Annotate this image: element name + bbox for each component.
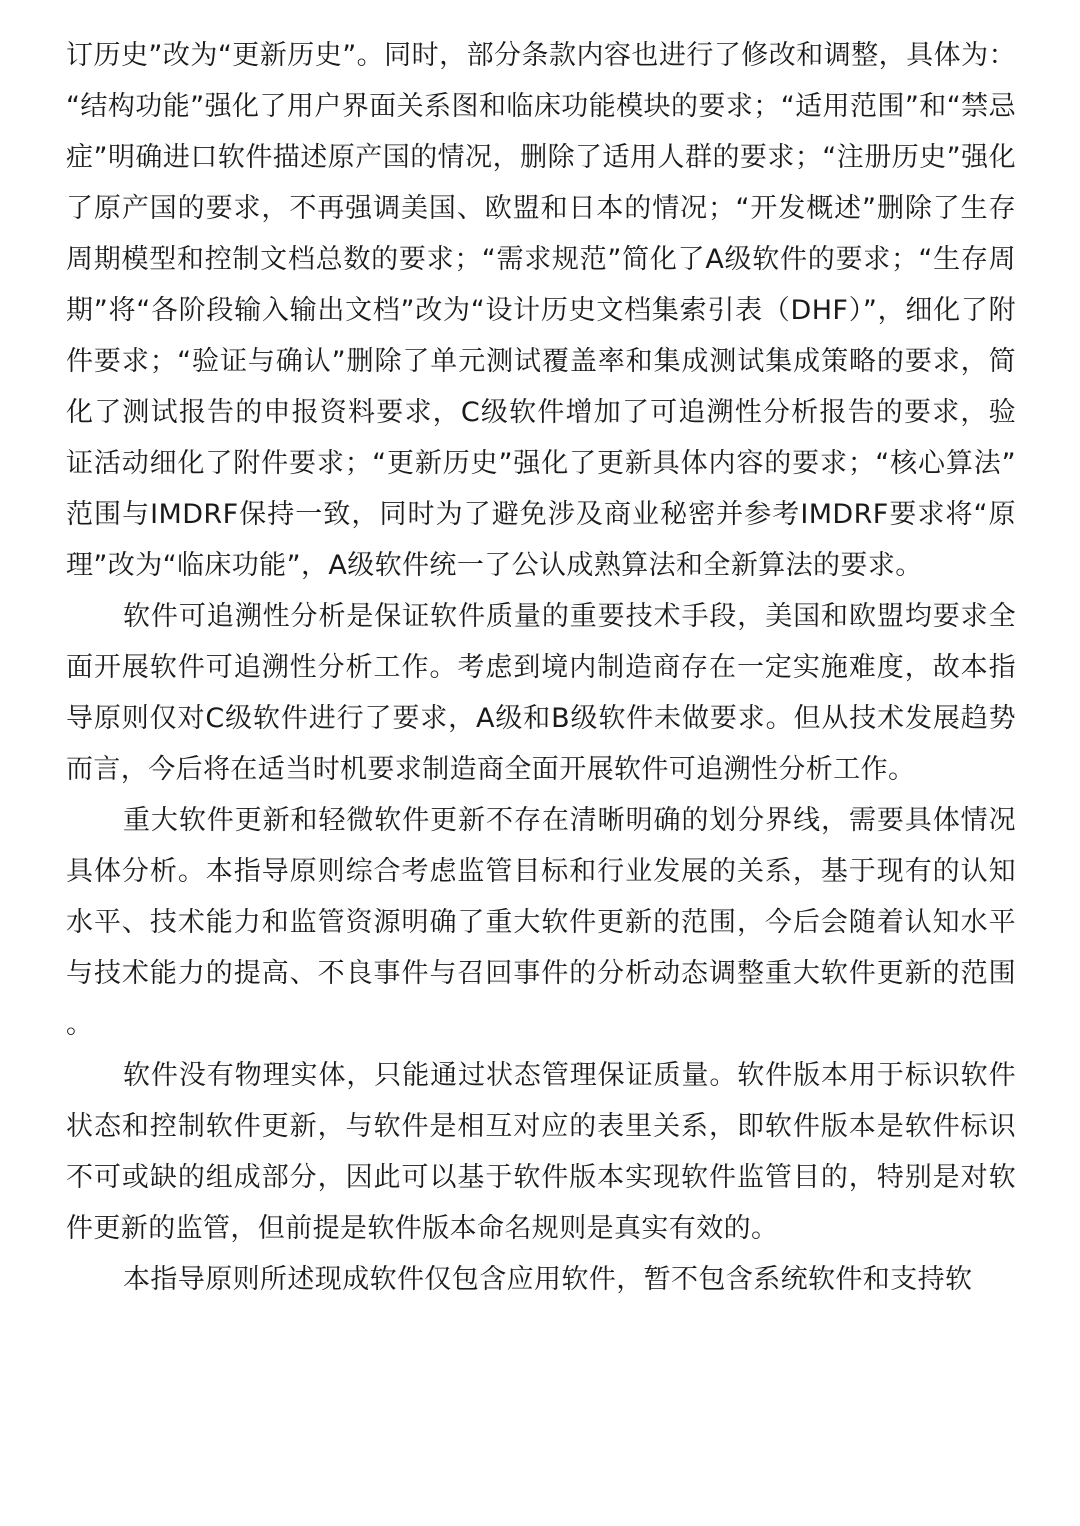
paragraph-continuation: 订历史”改为“更新历史”。同时，部分条款内容也进行了修改和调整，具体为：“结构功能”强化了用户界面关系图和临床功能模块的要求；“适用范围”和“禁忌症”明确进口软件描述原产国的情况，删除了适用人群的要求；“注册历史”强化了原产国的要求，不再强调美国、欧盟和日本的情况；“开发概述”删除了生存周期模型和控制文档总数的要求；“需求规范”简化了A级软件的要求；“生存周期”将“各阶段输入输出文档”改为“设计历史文档集索引表（DHF）”，细化了附件要求；“验证与确认”删除了单元测试覆盖率和集成测试集成策略的要求，简化了测试报告的申报资料要求，C级软件增加了可追溯性分析报告的要求，验证活动细化了附件要求；“更新历史”强化了更新具体内容的要求；“核心算法”范围与IMDRF保持一致，同时为了避免涉及商业秘密并参考IMDRF要求将“原理”改为“临床功能”，A级软件统一了公认成熟算法和全新算法的要求。 <box>66 40 1016 581</box>
paragraph-traceability: 软件可追溯性分析是保证软件质量的重要技术手段，美国和欧盟均要求全面开展软件可追溯性分析工作。考虑到境内制造商存在一定实施难度，故本指导原则仅对C级软件进行了要求，A级和B级软件未做要求。但从技术发展趋势而言，今后将在适当时机要求制造商全面开展软件可追溯性分析工作。 <box>66 601 1016 785</box>
paragraph-software-version: 软件没有物理实体，只能通过状态管理保证质量。软件版本用于标识软件状态和控制软件更新，与软件是相互对应的表里关系，即软件版本是软件标识不可或缺的组成部分，因此可以基于软件版本实现软件监管目的，特别是对软件更新的监管，但前提是软件版本命名规则是真实有效的。 <box>66 1060 1016 1244</box>
body-text <box>66 30 1016 1305</box>
paragraph-major-update: 重大软件更新和轻微软件更新不存在清晰明确的划分界线，需要具体情况具体分析。本指导原则综合考虑监管目标和行业发展的关系，基于现有的认知水平、技术能力和监管资源明确了重大软件更新的范围，今后会随着认知水平与技术能力的提高、不良事件与召回事件的分析动态调整重大软件更新的范围。 <box>66 805 1016 1040</box>
paragraph-ots-software: 本指导原则所述现成软件仅包含应用软件，暂不包含系统软件和支持软 <box>123 1264 973 1295</box>
